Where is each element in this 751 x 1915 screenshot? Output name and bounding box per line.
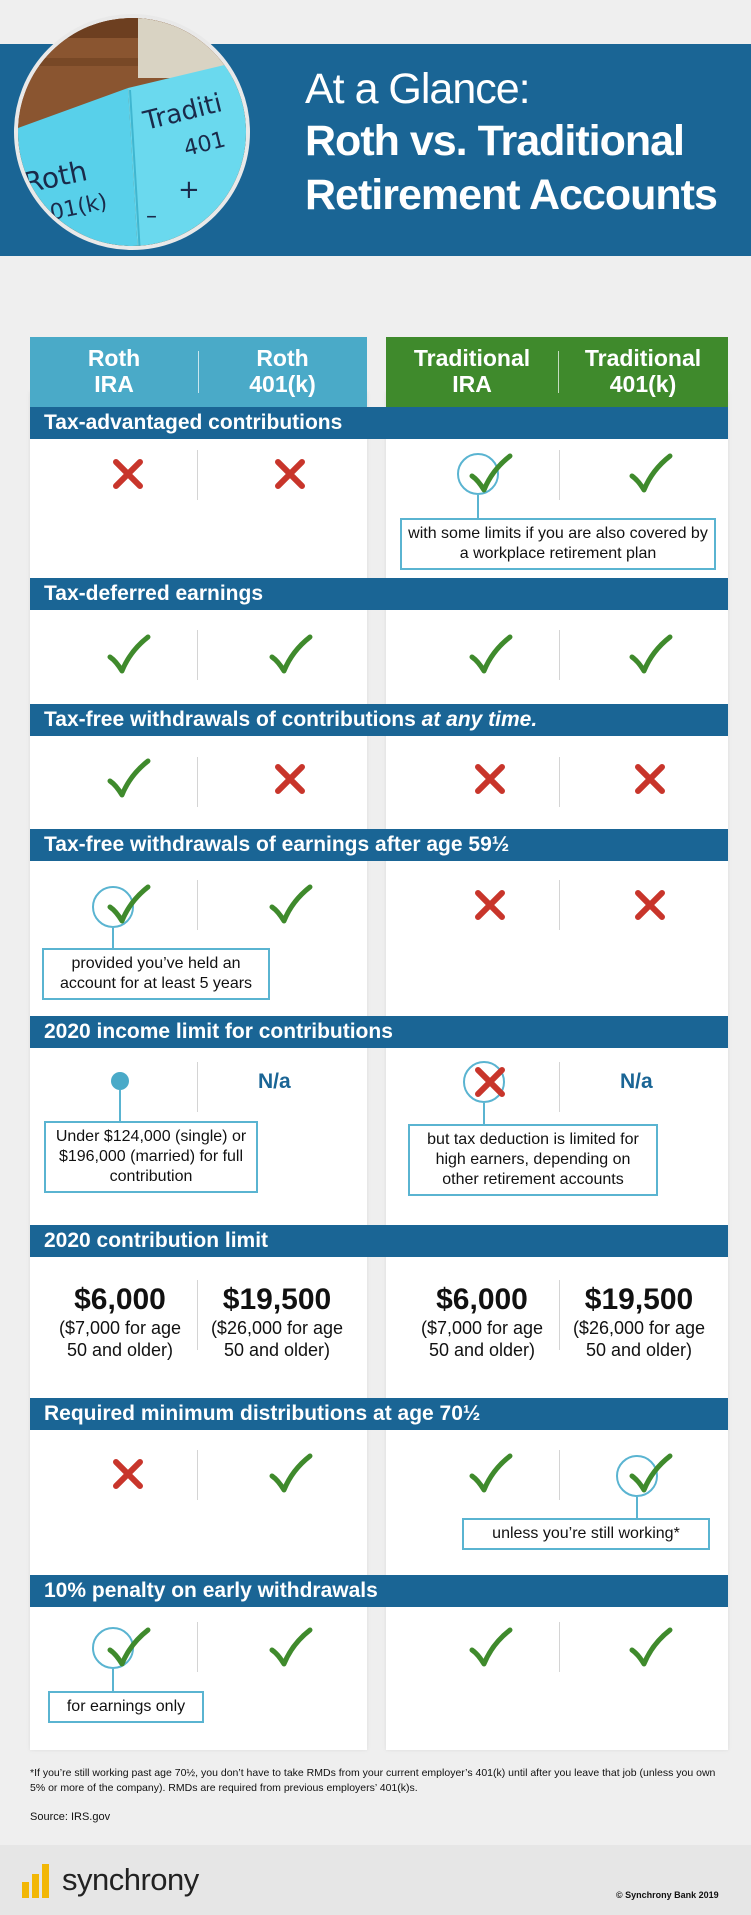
callout-stem [483,1103,485,1125]
checkmark-icon [626,631,674,679]
callout-stem [119,1090,121,1122]
amount-value: $6,000 [436,1283,528,1316]
cell-divider [559,757,560,807]
callout-stem [636,1497,638,1519]
svg-text:–: – [146,204,157,229]
amount-trad-401k [566,1283,712,1361]
checkmark-icon [266,1450,314,1498]
callout-stem [477,495,479,519]
checkmark-icon [266,1624,314,1672]
checkmark-icon [104,755,152,803]
checkmark-icon [626,1450,674,1498]
cross-icon [626,755,674,803]
note-callout: with some limits if you are also covered by a workplace retirement plan [400,518,716,570]
source-line: Source: IRS.gov [30,1811,111,1823]
footnote: *If you’re still working past age 70½, you don’t have to take RMDs from your current employer’s 401(k) until after you leave that job (unless you own 5% or more of the company). RMDs are required from previous employers’ 401(k)s. [30,1767,716,1794]
page-title [305,64,745,222]
col-roth-ira: Roth IRA [87,345,141,397]
bullet-dot [111,1072,129,1090]
amount-trad-ira [414,1283,550,1361]
cross-icon [266,755,314,803]
col-trad-401k: Traditional 401(k) [584,345,702,397]
checkmark-icon [466,631,514,679]
cell-divider [559,1450,560,1500]
title-line-1: At a Glance: [305,65,530,113]
section-title-italic: at any time. [421,708,538,731]
checkmark-icon [104,881,152,929]
cell-divider [197,757,198,807]
note-callout: Under $124,000 (single) or $196,000 (married) for full contribution [44,1121,258,1193]
note-callout: provided you’ve held an account for at least 5 years [42,948,270,1000]
cell-divider [197,1450,198,1500]
cross-icon [466,1058,514,1106]
cross-icon [466,755,514,803]
amount-note: ($7,000 for age 50 and older) [420,1318,544,1360]
cross-icon [266,450,314,498]
section-bar: Tax-free withdrawals of earnings after age 59½ [30,829,728,861]
amount-value: $6,000 [74,1283,166,1316]
roth-header [30,337,367,407]
section-bar: Required minimum distributions at age 70½ [30,1398,728,1430]
header-photo [14,14,250,250]
amount-value: $19,500 [584,1283,694,1316]
cell-divider [197,1280,198,1350]
svg-text:401(k): 401(k) [34,189,110,229]
amount-note: ($26,000 for age 50 and older) [210,1318,344,1360]
title-line-2: Roth vs. Traditional [305,117,684,165]
cell-divider [559,880,560,930]
amount-note: ($7,000 for age 50 and older) [58,1318,182,1360]
cell-divider [559,1280,560,1350]
checkmark-icon [266,631,314,679]
svg-text:Roth: Roth [20,154,91,200]
svg-text:401: 401 [181,127,229,162]
cell-divider [197,1622,198,1672]
checkmark-icon [466,1624,514,1672]
cross-icon [466,881,514,929]
note-callout: unless you’re still working* [462,1518,710,1550]
section-bar: Tax-advantaged contributions [30,407,728,439]
section-bar: 2020 income limit for contributions [30,1016,728,1048]
cell-divider [559,450,560,500]
not-applicable-label: N/a [258,1070,291,1093]
col-roth-401k: Roth 401(k) [249,345,316,397]
section-bar: 10% penalty on early withdrawals [30,1575,728,1607]
cross-icon [104,450,152,498]
cell-divider [197,630,198,680]
amount-note: ($26,000 for age 50 and older) [572,1318,706,1360]
checkmark-icon [466,450,514,498]
amount-roth-ira [52,1283,188,1361]
section-title: Tax-free withdrawals of contributions [44,708,422,731]
note-callout: but tax deduction is limited for high earners, depending on other retirement accounts [408,1124,658,1196]
section-bar: Tax-deferred earnings [30,578,728,610]
amount-value: $19,500 [222,1283,332,1316]
cross-icon [626,881,674,929]
note-callout: for earnings only [48,1691,204,1723]
cell-divider [197,450,198,500]
amount-roth-401k [204,1283,350,1361]
checkmark-icon [466,1450,514,1498]
checkmark-icon [104,1624,152,1672]
cell-divider [197,880,198,930]
cell-divider [559,630,560,680]
brand-wordmark: synchrony [62,1862,199,1897]
not-applicable-label: N/a [620,1070,653,1093]
cell-divider [559,1062,560,1112]
checkmark-icon [266,881,314,929]
checkmark-icon [104,631,152,679]
title-line-3: Retirement Accounts [305,171,717,219]
checkmark-icon [626,1624,674,1672]
callout-stem [112,928,114,948]
col-trad-ira: Traditional IRA [413,345,531,397]
svg-text:Traditi: Traditi [140,88,226,137]
traditional-header [386,337,728,407]
cell-divider [197,1062,198,1112]
copyright: © Synchrony Bank 2019 [616,1890,719,1900]
section-bar [30,704,728,736]
checkmark-icon [626,450,674,498]
section-bar: 2020 contribution limit [30,1225,728,1257]
callout-stem [112,1669,114,1691]
svg-text:+: + [178,175,200,205]
cell-divider [559,1622,560,1672]
cross-icon [104,1450,152,1498]
synchrony-logo-icon [22,1860,56,1900]
